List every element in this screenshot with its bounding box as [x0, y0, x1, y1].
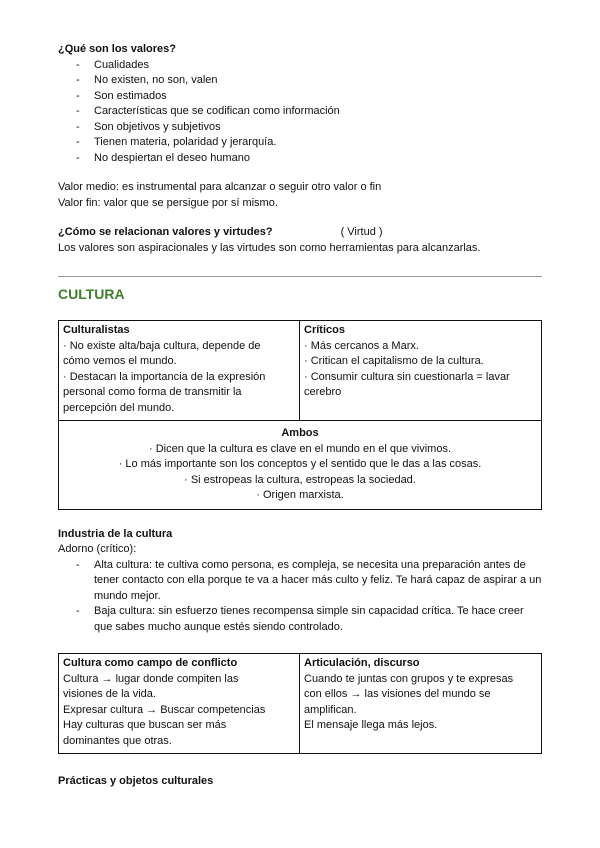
list-item: - Características que se codifican como información — [58, 104, 542, 120]
criticos-title: Críticos — [304, 324, 345, 336]
cell-line: con ellos → las visiones del mundo se — [304, 688, 491, 700]
list-item: - Baja cultura: sin esfuerzo tienes recompensa simple sin capacidad crítica. Te hace creer que sabes mucho aunque estés siendo controlado. — [58, 604, 542, 635]
cell-line: dominantes que otras. — [63, 734, 172, 747]
document-page — [58, 42, 542, 790]
cell-line: amplifican. — [304, 703, 357, 716]
articulacion-title: Articulación, discurso — [304, 657, 420, 669]
industria-heading: Industria de la cultura — [58, 527, 173, 540]
cell-line: percepción del mundo. — [63, 401, 175, 414]
conflicto-articulacion-table — [58, 653, 542, 754]
culturalistas-cell — [59, 321, 300, 421]
criticos-cell — [300, 321, 542, 421]
cell-line: · Más cercanos a Marx. — [304, 339, 419, 352]
list-item: - No existen, no son, valen — [58, 73, 542, 89]
cell-line: visiones de la vida. — [63, 688, 156, 700]
valor-fin-text: Valor fin: valor que se persigue por sí mismo. — [58, 196, 278, 209]
list-item: - Son estimados — [58, 89, 542, 105]
ambos-title: Ambos — [281, 427, 319, 439]
conflicto-title: Cultura como campo de conflicto — [63, 657, 238, 669]
virtud-note: ( Virtud ) — [340, 226, 383, 238]
list-item: - Son objetivos y subjetivos — [58, 120, 542, 136]
values-list — [58, 58, 542, 167]
list-item: - Cualidades — [58, 58, 542, 74]
relation-question-line — [58, 225, 542, 241]
cell-line: · Critican el capitalismo de la cultura. — [304, 355, 484, 367]
cell-line: Cuando te juntas con grupos y te expresas — [304, 672, 514, 685]
industria-list — [58, 558, 542, 636]
section-divider — [58, 276, 542, 277]
cell-line: · Destacan la importancia de la expresión — [63, 370, 266, 383]
cell-line: · Lo más importante son los conceptos y el sentido que le das a las cosas. — [118, 458, 482, 470]
cell-line: cerebro — [304, 386, 342, 398]
ambos-cell — [59, 421, 542, 510]
articulacion-cell — [300, 654, 542, 754]
cultura-section-title: CULTURA — [58, 286, 125, 302]
cell-line: · Origen marxista. — [256, 489, 344, 501]
cell-line: personal como forma de transmitir la — [63, 386, 242, 398]
relation-answer-text: Los valores son aspiracionales y las virtudes son como herramientas para alcanzarlas. — [58, 241, 481, 254]
conflicto-cell — [59, 654, 300, 754]
cell-line: El mensaje llega más lejos. — [304, 719, 438, 731]
cell-line: Expresar cultura → Buscar competencias — [63, 703, 266, 716]
valor-medio-text: Valor medio: es instrumental para alcanzar o seguir otro valor o fin — [58, 181, 382, 193]
cell-line: Cultura → lugar donde compiten las — [63, 672, 239, 685]
cell-line: cómo vemos el mundo. — [63, 355, 177, 367]
practicas-heading: Prácticas y objetos culturales — [58, 775, 214, 787]
cell-line: · No existe alta/baja cultura, depende de — [63, 339, 261, 352]
cell-line: · Consumir cultura sin cuestionarla = lavar — [304, 370, 510, 383]
list-item: - Tienen materia, polaridad y jerarquía. — [58, 135, 542, 151]
culturalistas-criticos-table — [58, 320, 542, 510]
list-item: - Alta cultura: te cultiva como persona, es compleja, se necesita una preparación antes de tener contacto con ella porque te va a hacer más culto y feliz. Te hará capaz de aspirar a un mundo mejor. — [58, 558, 542, 605]
values-question-heading: ¿Qué son los valores? — [58, 43, 176, 55]
culturalistas-title: Culturalistas — [63, 324, 130, 336]
cell-line: · Dicen que la cultura es clave en el mundo en el que vivimos. — [148, 442, 452, 455]
adorno-text: Adorno (crítico): — [58, 543, 137, 555]
relation-question-heading: ¿Cómo se relacionan valores y virtudes? — [58, 226, 273, 238]
cell-line: Hay culturas que buscan ser más — [63, 719, 227, 731]
list-item: - No despiertan el deseo humano — [58, 151, 542, 167]
cell-line: · Si estropeas la cultura, estropeas la sociedad. — [184, 473, 416, 486]
